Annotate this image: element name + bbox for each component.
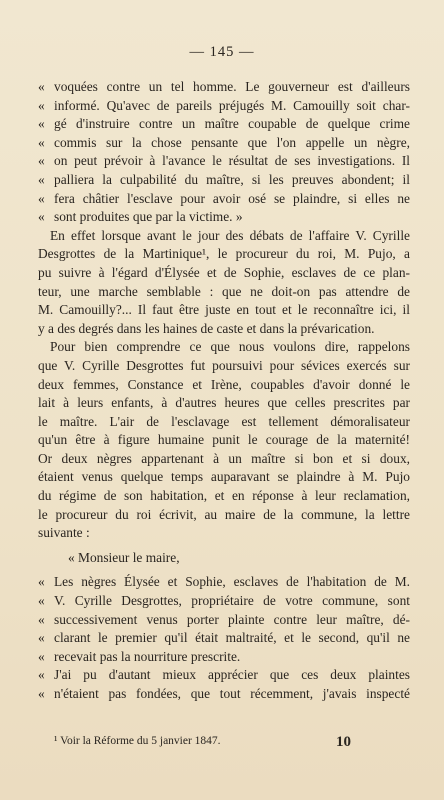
text-line <box>38 338 410 357</box>
text-line <box>38 666 410 685</box>
text-line <box>38 524 410 543</box>
text-line <box>38 283 410 302</box>
line-text: successivement venus porter plainte contre leur maître, dé- <box>54 611 410 627</box>
text-line <box>38 450 410 469</box>
line-text: que V. Cyrille Desgrottes fut poursuivi pour sévices exercés sur <box>38 357 410 373</box>
body-text <box>38 78 410 704</box>
text-line <box>38 357 410 376</box>
quote-mark: « <box>38 116 45 132</box>
quote-mark: « <box>38 190 45 206</box>
text-line <box>38 685 410 704</box>
text-line <box>38 573 410 592</box>
line-text: M. Camouilly?... Il faut être juste en tout et le reconnaître ici, il <box>38 302 410 318</box>
line-text: fera châtier l'esclave pour avoir osé se plaindre, si elles ne <box>54 190 410 206</box>
text-line <box>38 611 410 630</box>
text-line <box>38 506 410 525</box>
quote-mark: « <box>38 593 45 609</box>
quote-mark: « <box>38 574 45 590</box>
line-text: étaient venus quelque temps auparavant se plaindre à M. Pujo <box>38 469 410 485</box>
text-line <box>38 208 410 227</box>
line-text: n'étaient pas fondées, que tout récemment, j'avais inspecté <box>54 686 410 701</box>
quote-mark: « <box>38 667 45 683</box>
text-line <box>38 152 410 171</box>
line-text: Les nègres Élysée et Sophie, esclaves de l'habitation de M. <box>54 574 410 590</box>
text-line <box>38 134 410 153</box>
printer-signature-mark: 10 <box>336 734 351 750</box>
text-line <box>38 592 410 611</box>
line-text: recevait pas la nourriture prescrite. <box>54 648 241 664</box>
quote-mark: « <box>38 686 45 701</box>
line-text: palliera la culpabilité du maître, si les preuves abondent; il <box>54 171 410 187</box>
line-text: lait à leurs enfants, à d'autres heures que celles prescrites par <box>38 395 410 411</box>
text-line <box>38 301 410 320</box>
page-number: — 145 — <box>189 44 255 60</box>
quote-mark: « <box>38 611 45 627</box>
quote-mark: « <box>38 171 45 187</box>
line-text: deux femmes, Constance et Irène, coupables d'avoir donné le <box>38 376 410 392</box>
text-line <box>38 171 410 190</box>
text-line <box>38 320 410 339</box>
text-line <box>38 431 410 450</box>
text-line <box>38 227 410 246</box>
text-line <box>38 376 410 395</box>
quote-mark: « <box>38 209 45 225</box>
line-text: le procureur du roi écrivit, au maire de la commune, la lettre <box>38 506 410 522</box>
line-text: Pour bien comprendre ce que nous voulons dire, rappelons <box>50 339 410 355</box>
quote-mark: « <box>38 630 45 646</box>
line-text: clarant le premier qu'il était maltraité, et le second, qu'il ne <box>54 630 410 646</box>
line-text: informé. Qu'avec de pareils préjugés M. Camouilly soit char- <box>54 97 410 113</box>
text-line <box>38 413 410 432</box>
text-line <box>38 264 410 283</box>
text-line <box>38 190 410 209</box>
line-text: gé d'instruire contre un maître coupable de quelque crime <box>54 116 410 132</box>
text-line <box>38 468 410 487</box>
footnote: ¹ Voir la Réforme du 5 janvier 1847. <box>54 735 221 747</box>
line-text: En effet lorsque avant le jour des débats de l'affaire V. Cyrille <box>50 227 410 243</box>
text-line <box>38 394 410 413</box>
text-line <box>38 487 410 506</box>
line-text: pu suivre à l'égard d'Élysée et de Sophie, esclaves de ce plan- <box>38 264 410 280</box>
line-text: voquées contre un tel homme. Le gouverneur est d'ailleurs <box>54 79 410 94</box>
quote-mark: « <box>38 97 45 113</box>
line-text: sont produites que par la victime. » <box>54 209 243 225</box>
quote-mark: « <box>38 79 45 94</box>
text-line <box>38 115 410 134</box>
line-text: Or deux nègres appartenant à un maître si bon et si doux, <box>38 450 410 466</box>
text-line <box>38 549 410 568</box>
line-text: on peut prévoir à l'avance le résultat de ses investigations. Il <box>54 153 410 169</box>
line-text: Desgrottes de la Martinique¹, le procureur du roi, M. Pujo, a <box>38 246 410 262</box>
line-text: le maître. L'air de l'esclavage est tellement démoralisateur <box>38 413 410 429</box>
text-line <box>38 78 410 97</box>
line-text: commis sur la chose pensante que l'on appelle un nègre, <box>54 134 410 150</box>
line-text: « Monsieur le maire, <box>68 549 180 565</box>
text-line <box>38 648 410 667</box>
line-text: y a des degrés dans les haines de caste et dans la prévarication. <box>38 320 375 336</box>
quote-mark: « <box>38 153 45 169</box>
line-text: V. Cyrille Desgrottes, propriétaire de votre commune, sont <box>54 593 410 609</box>
line-text: du régime de son habitation, et en réponse à leur reclamation, <box>38 488 410 504</box>
line-text: qu'un être à figure humaine punit le courage de la maternité! <box>38 432 410 448</box>
text-line <box>38 629 410 648</box>
line-text: J'ai pu d'autant mieux apprécier que ces deux plaintes <box>54 667 410 683</box>
quote-mark: « <box>38 134 45 150</box>
line-text: teur, une marche semblable : que ne doit-on pas attendre de <box>38 283 410 299</box>
text-line <box>38 245 410 264</box>
text-line <box>38 97 410 116</box>
quote-mark: « <box>38 648 45 664</box>
line-text: suivante : <box>38 525 90 541</box>
